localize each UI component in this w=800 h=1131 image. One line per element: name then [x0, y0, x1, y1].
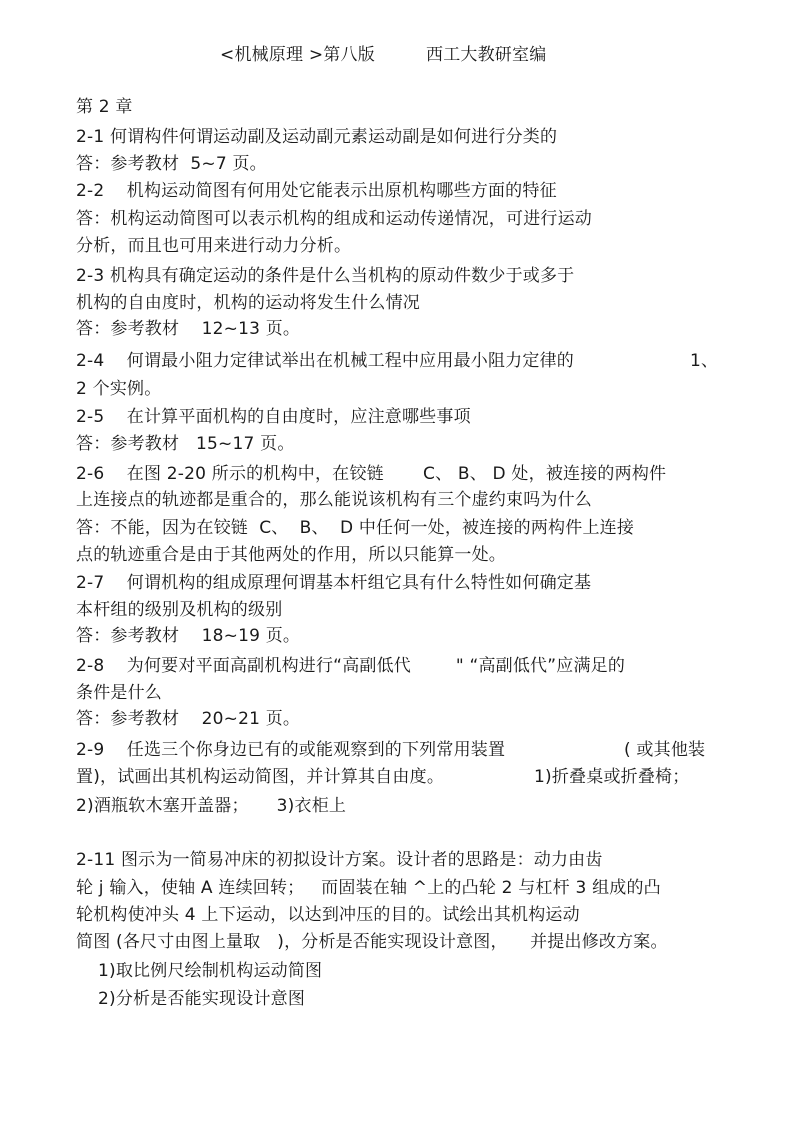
question-2-8-line-2: 条件是什么: [76, 683, 162, 703]
question-2-7-line-2: 本杆组的级别及机构的级别: [76, 600, 283, 620]
question-2-3-line-1: 2-3 机构具有确定运动的条件是什么当机构的原动件数少于或多于: [76, 266, 575, 286]
question-2-7-line-1: 2-7 何谓机构的组成原理何谓基本杆组它具有什么特性如何确定基: [76, 573, 592, 593]
question-2-2: 2-2 机构运动简图有何用处它能表示出原机构哪些方面的特征: [76, 181, 557, 201]
question-2-11-item-1: 1)取比例尺绘制机构运动简图: [98, 961, 323, 981]
answer-2-3: 答：参考教材 12~13 页。: [76, 319, 301, 339]
question-2-9-line-3: 2)酒瓶软木塞开盖器； 3)衣柜上: [76, 796, 347, 816]
question-2-6-line-1: 2-6 在图 2-20 所示的机构中，在铰链 C、 B、 D 处，被连接的两构件: [76, 464, 667, 484]
question-2-6-line-2: 上连接点的轨迹都是重合的，那么能说该机构有三个虚约束吗为什么: [76, 490, 592, 510]
editor-credit: 西工大教研室编: [426, 45, 547, 65]
answer-2-6-line-2: 点的轨迹重合是由于其他两处的作用，所以只能算一处。: [76, 545, 506, 565]
question-2-4-line-1: 2-4 何谓最小阻力定律试举出在机械工程中应用最小阻力定律的: [76, 351, 574, 371]
book-title: <机械原理 >第八版: [220, 45, 375, 65]
answer-2-5: 答：参考教材 15~17 页。: [76, 434, 295, 454]
question-2-11-line-1: 2-11 图示为一简易冲床的初拟设计方案。设计者的思路是：动力由齿: [76, 850, 603, 870]
answer-2-7: 答：参考教材 18~19 页。: [76, 626, 301, 646]
question-2-8-line-1: 2-8 为何要对平面高副机构进行“高副低代 " “高副低代”应满足的: [76, 656, 626, 676]
question-2-9-line-1-end: ( 或其他装: [624, 740, 706, 760]
question-2-1: 2-1 何谓构件何谓运动副及运动副元素运动副是如何进行分类的: [76, 127, 558, 147]
answer-2-2-line-2: 分析，而且也可用来进行动力分析。: [76, 236, 352, 256]
answer-2-8: 答：参考教材 20~21 页。: [76, 709, 301, 729]
question-2-11-line-3: 轮机构使冲头 4 上下运动，以达到冲压的目的。试绘出其机构运动: [76, 905, 580, 925]
question-2-5: 2-5 在计算平面机构的自由度时，应注意哪些事项: [76, 407, 471, 427]
question-2-4-line-1-end: 1、: [690, 351, 719, 371]
question-2-9-line-2: 置)，试画出其机构运动简图，并计算其自由度。: [76, 767, 445, 787]
question-2-11-item-2: 2)分析是否能实现设计意图: [98, 989, 306, 1009]
answer-2-6-line-1: 答：不能，因为在铰链 C、 B、 D 中任何一处，被连接的两构件上连接: [76, 518, 635, 538]
question-2-4-line-2: 2 个实例。: [76, 379, 162, 399]
question-2-11-line-2: 轮 j 输入，使轴 A 连续回转； 而固装在轴 ^上的凸轮 2 与杠杆 3 组成的凸: [76, 878, 661, 898]
question-2-9-line-2-end: 1)折叠桌或折叠椅；: [534, 767, 690, 787]
question-2-3-line-2: 机构的自由度时，机构的运动将发生什么情况: [76, 293, 420, 313]
answer-2-2-line-1: 答：机构运动简图可以表示机构的组成和运动传递情况，可进行运动: [76, 209, 592, 229]
answer-2-1: 答：参考教材 5~7 页。: [76, 154, 267, 174]
question-2-9-line-1: 2-9 任选三个你身边已有的或能观察到的下列常用装置: [76, 740, 506, 760]
question-2-11-line-4: 简图 (各尺寸由图上量取 )，分析是否能实现设计意图， 并提出修改方案。: [76, 932, 668, 952]
chapter-heading: 第 2 章: [76, 97, 133, 117]
